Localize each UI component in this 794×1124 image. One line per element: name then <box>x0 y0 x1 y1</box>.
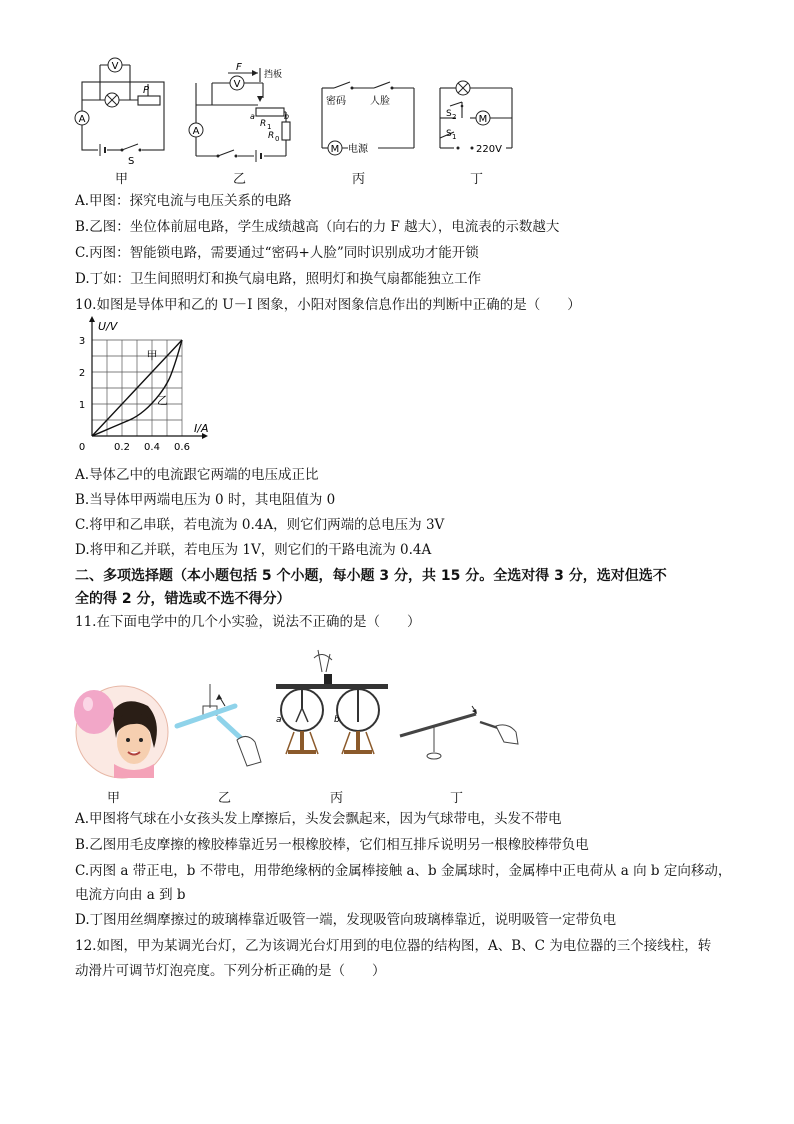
x-tick-label: 0.6 <box>174 442 190 453</box>
svg-text:2: 2 <box>452 113 457 121</box>
switch-icon <box>217 150 239 160</box>
y-tick-label: 2 <box>78 368 86 379</box>
circuit-ding <box>436 76 536 176</box>
series-label-yi: 乙 <box>157 394 168 407</box>
svg-text:密码: 密码 <box>326 96 346 107</box>
caption-ding: 丁 <box>470 172 484 187</box>
battery-icon <box>254 150 264 162</box>
svg-text:1: 1 <box>267 123 272 131</box>
q10-option-c: C.将甲和乙串联，若电流为 0.4A，则它们两端的总电压为 3V <box>75 517 445 533</box>
chart-labels <box>98 320 208 435</box>
svg-text:V: V <box>111 61 119 72</box>
svg-text:挡板: 挡板 <box>264 70 283 80</box>
q10-option-b: B.当导体甲两端电压为 0 时，其电阻值为 0 <box>75 492 336 508</box>
switch-icon <box>121 144 143 154</box>
circuit-jia <box>70 60 170 170</box>
y-axis-arrow <box>89 316 95 322</box>
lamp-icon <box>105 93 119 107</box>
caption-yi: 乙 <box>233 172 247 187</box>
q11-caption-ding: 丁 <box>450 791 464 806</box>
svg-text:V: V <box>233 79 241 90</box>
y-tick-label: 1 <box>78 400 86 411</box>
x-axis-label: I/A <box>194 422 209 435</box>
svg-text:a: a <box>276 715 282 725</box>
svg-text:A: A <box>78 114 86 125</box>
svg-text:b: b <box>284 112 290 121</box>
lamp-icon <box>456 81 470 95</box>
svg-text:R: R <box>268 131 275 141</box>
q9-option-a: A.甲图：探究电流与电压关系的电路 <box>75 193 292 209</box>
ui-chart <box>70 318 250 458</box>
q11-option-d: D.丁图用丝绸摩擦过的玻璃棒靠近吸管一端，发现吸管向玻璃棒靠近，说明吸管一定带负电 <box>75 912 617 928</box>
q11-option-c-cont: 电流方向由 a 到 b <box>75 887 186 903</box>
q12-stem-line2: 动滑片可调节灯泡亮度。下列分析正确的是（ ） <box>75 963 386 979</box>
caption-jia: 甲 <box>115 172 129 187</box>
electroscope-b <box>337 689 379 754</box>
svg-text:220V: 220V <box>476 144 502 155</box>
q11-stem: 11.在下面电学中的几个小实验，说法不正确的是（ ） <box>75 614 421 630</box>
q9-option-d: D.丁如：卫生间照明灯和换气扇电路，照明灯和换气扇都能独立工作 <box>75 271 482 287</box>
svg-text:A: A <box>192 126 200 137</box>
svg-text:M: M <box>330 144 340 155</box>
origin-label: 0 <box>78 442 86 453</box>
svg-text:P: P <box>143 85 150 96</box>
svg-text:0: 0 <box>275 135 280 143</box>
svg-text:S: S <box>446 109 452 119</box>
svg-text:b: b <box>334 715 340 725</box>
circuit-bing <box>318 76 418 176</box>
q9-option-b: B.乙图：坐位体前屈电路，学生成绩越高（向右的力 F 越大），电流表的示数越大 <box>75 219 560 235</box>
svg-text:a: a <box>250 112 255 121</box>
svg-text:F: F <box>236 62 242 73</box>
x-tick-label: 0.2 <box>114 442 130 453</box>
section2-title-line2: 全的得 2 分，错选或不选不得分） <box>75 591 291 607</box>
rubber-rods-illustration <box>175 682 265 772</box>
svg-text:S: S <box>446 129 452 139</box>
svg-text:R: R <box>260 119 267 129</box>
q11-caption-jia: 甲 <box>107 791 121 806</box>
x-tick-label: 0.4 <box>144 442 160 453</box>
caption-bing: 丙 <box>352 172 366 187</box>
circuit-yi <box>188 58 298 168</box>
svg-text:S: S <box>128 156 135 167</box>
series-label-jia: 甲 <box>146 349 158 363</box>
q11-option-a: A.甲图将气球在小女孩头发上摩擦后，头发会飘起来，因为气球带电，头发不带电 <box>75 811 562 827</box>
balloon-icon <box>74 690 114 734</box>
q11-caption-bing: 丙 <box>330 791 344 806</box>
q10-option-a: A.导体乙中的电流跟它两端的电压成正比 <box>75 467 319 483</box>
y-tick-label: 3 <box>78 336 86 347</box>
electroscopes-illustration <box>272 650 392 780</box>
q10-option-d: D.将甲和乙并联，若电压为 1V，则它们的干路电流为 0.4A <box>75 542 432 558</box>
switch-icon <box>450 102 463 107</box>
straw-glass-rod-illustration <box>396 700 526 770</box>
q10-stem: 10.如图是导体甲和乙的 U－I 图象，小阳对图象信息作出的判断中正确的是（ ） <box>75 297 581 313</box>
q11-option-c: C.丙图 a 带正电，b 不带电，用带绝缘柄的金属棒接触 a、b 金属球时，金属棒中正电荷从 a 向 b 定向移动， <box>75 863 732 879</box>
svg-text:电源: 电源 <box>348 144 368 155</box>
svg-text:1: 1 <box>452 133 457 141</box>
electroscope-a <box>281 689 323 754</box>
q9-option-c: C.丙图：智能锁电路，需要通过“密码+人脸”同时识别成功才能开锁 <box>75 245 479 261</box>
q11-option-b: B.乙图用毛皮摩擦的橡胶棒靠近另一根橡胶棒，它们相互排斥说明另一根橡胶棒带负电 <box>75 837 589 853</box>
girl-balloon-illustration <box>70 682 170 782</box>
svg-text:人脸: 人脸 <box>370 96 390 107</box>
svg-text:M: M <box>478 114 488 125</box>
q12-stem-line1: 12.如图，甲为某调光台灯，乙为该调光台灯用到的电位器的结构图，A、B、C 为电位器的三个接线柱，转 <box>75 938 712 954</box>
y-axis-label: U/V <box>98 320 118 333</box>
q11-caption-yi: 乙 <box>218 791 232 806</box>
section2-title-line1: 二、多项选择题（本小题包括 5 个小题，每小题 3 分，共 15 分。全选对得 3 分，选对但选不 <box>75 568 667 584</box>
